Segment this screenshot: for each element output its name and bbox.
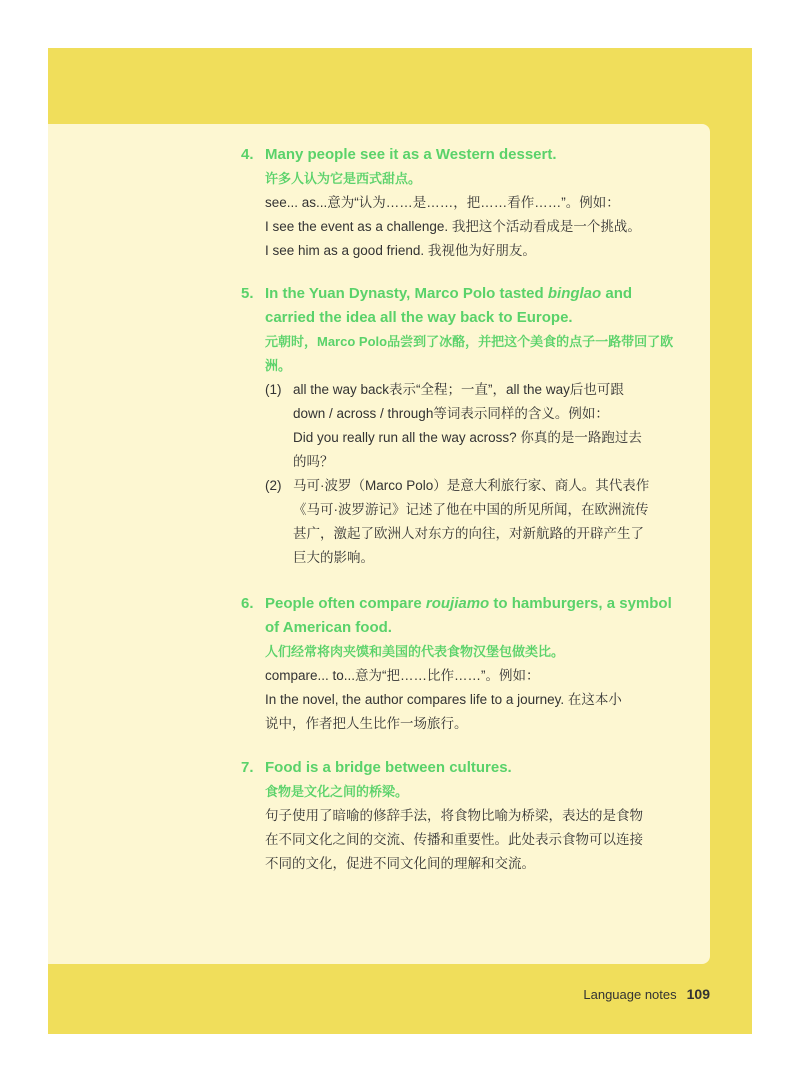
section-title: Language notes — [583, 987, 677, 1002]
note-number: 4. — [241, 146, 254, 163]
note-english: In the Yuan Dynasty, Marco Polo tasted binglao and carried the idea all the way back to Europe. — [265, 285, 633, 326]
note-english: Food is a bridge between cultures. — [265, 759, 512, 776]
note-line: I see the event as a challenge. 我把这个活动看成是一个挑战。 — [265, 219, 641, 234]
note-line: 巨大的影响。 — [293, 550, 374, 565]
sub-note-label: (2) — [265, 478, 282, 493]
note-line: 《马可·波罗游记》记述了他在中国的所见所闻，在欧洲流传 — [293, 502, 649, 517]
note-chinese: 食物是文化之间的桥梁。 — [265, 784, 409, 799]
sub-note-2 — [265, 474, 685, 570]
note-line: I see him as a good friend. 我视他为好朋友。 — [265, 243, 536, 258]
note-line: compare... to...意为“把……比作……”。例如： — [265, 668, 540, 683]
page-number: 109 — [686, 986, 710, 1002]
note-chinese: 元朝时，Marco Polo品尝到了冰酪，并把这个美食的点子一路带回了欧洲。 — [265, 334, 674, 373]
note-number: 5. — [241, 285, 254, 302]
note-line: 不同的文化，促进不同文化间的理解和交流。 — [265, 856, 535, 871]
note-line: see... as...意为“认为……是……，把……看作……”。例如： — [265, 195, 620, 210]
note-line: In the novel, the author compares life to a journey. 在这本小 — [265, 692, 622, 707]
note-chinese: 许多人认为它是西式甜点。 — [265, 171, 422, 186]
note-english: Many people see it as a Western dessert. — [265, 146, 557, 163]
note-line: 说中，作者把人生比作一场旅行。 — [265, 716, 468, 731]
note-line: all the way back表示“全程；一直”，all the way后也可跟 — [293, 382, 624, 397]
note-line: 在不同文化之间的交流、传播和重要性。此处表示食物可以连接 — [265, 832, 643, 847]
note-line: down / across / through等词表示同样的含义。例如： — [293, 406, 609, 421]
note-line: Did you really run all the way across? 你真的是一路跑过去 — [293, 430, 642, 445]
note-chinese: 人们经常将肉夹馍和美国的代表食物汉堡包做类比。 — [265, 644, 565, 659]
note-english: People often compare roujiamo to hamburgers, a symbol of American food. — [265, 595, 672, 636]
sub-note-1 — [265, 378, 685, 474]
note-number: 6. — [241, 595, 254, 612]
note-line: 马可·波罗（Marco Polo）是意大利旅行家、商人。其代表作 — [293, 478, 650, 493]
note-line: 甚广，激起了欧洲人对东方的向往，对新航路的开辟产生了 — [293, 526, 644, 541]
sub-note-label: (1) — [265, 382, 282, 397]
note-line: 句子使用了暗喻的修辞手法，将食物比喻为桥梁，表达的是食物 — [265, 808, 643, 823]
note-line: 的吗？ — [293, 454, 334, 469]
page-footer — [583, 986, 710, 1002]
note-number: 7. — [241, 759, 254, 776]
